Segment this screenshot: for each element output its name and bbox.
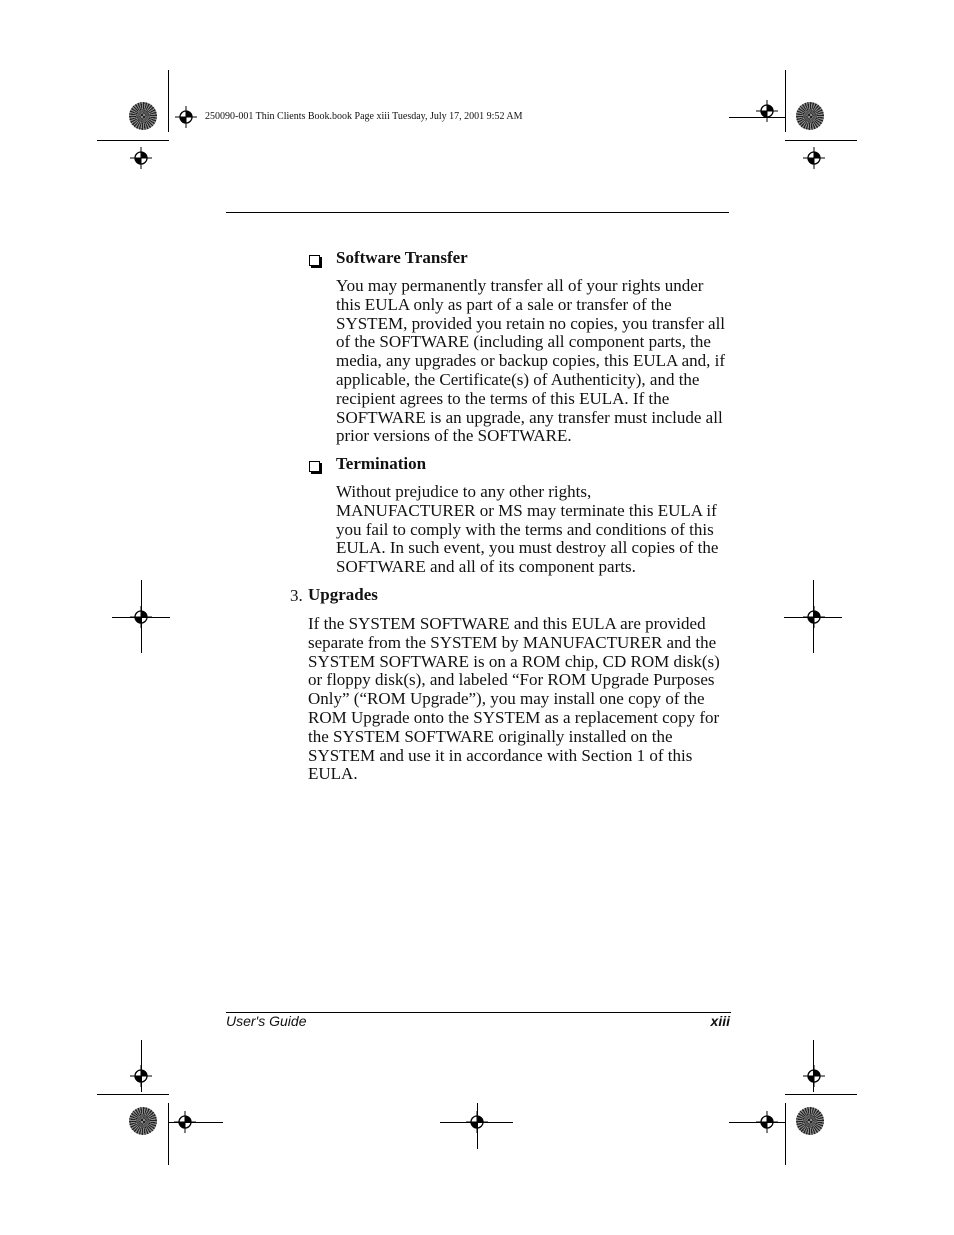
text-line: SYSTEM SOFTWARE is on a ROM chip, CD ROM disk(s) (308, 651, 720, 671)
text-line: applicable, the Certificate(s) of Authenticity), and the (336, 369, 700, 389)
text-line: prior versions of the SOFTWARE. (336, 426, 572, 446)
software-transfer-paragraph (336, 277, 736, 446)
registration-mark-icon (803, 1065, 825, 1087)
star-target-icon (129, 102, 157, 130)
checkbox-bullet-icon (309, 461, 320, 472)
checkbox-bullet-icon (309, 255, 320, 266)
text-line: recipient agrees to the terms of this EULA. If the (336, 388, 670, 408)
text-line: SOFTWARE and all of its component parts. (336, 557, 636, 577)
section-number: 3. (290, 586, 303, 605)
star-target-icon (129, 1107, 157, 1135)
registration-mark-icon (803, 147, 825, 169)
section-heading-termination: Termination (336, 454, 427, 473)
text-line: you fail to comply with the terms and conditions of this (336, 519, 714, 539)
page-number: xiii (710, 1013, 730, 1029)
header-rule (226, 212, 729, 213)
print-slug: 250090-001 Thin Clients Book.book Page xiii Tuesday, July 17, 2001 9:52 AM (205, 111, 523, 122)
text-line: media, any upgrades or backup copies, this EULA and, if (336, 351, 726, 371)
text-line: Without prejudice to any other rights, (336, 482, 592, 501)
text-line: If the SYSTEM SOFTWARE and this EULA are provided (308, 614, 706, 633)
registration-mark-icon (130, 147, 152, 169)
text-line: this EULA only as part of a sale or transfer of the (336, 294, 672, 314)
text-line: or floppy disk(s), and labeled “For ROM Upgrade Purposes (308, 670, 715, 690)
text-line: You may permanently transfer all of your rights under (336, 276, 704, 295)
registration-mark-icon (756, 100, 778, 122)
text-line: SYSTEM, provided you retain no copies, you transfer all (336, 313, 726, 333)
registration-mark-icon (175, 106, 197, 128)
upgrades-paragraph (308, 615, 738, 784)
text-line: the SYSTEM SOFTWARE originally installed on the (308, 726, 673, 746)
star-target-icon (796, 102, 824, 130)
footer-guide-title: User's Guide (226, 1013, 307, 1029)
text-line: separate from the SYSTEM by MANUFACTURER and the (308, 632, 717, 652)
text-line: SOFTWARE is an upgrade, any transfer must include all (336, 407, 723, 427)
text-line: EULA. (308, 764, 358, 784)
text-line: Only” (“ROM Upgrade”), you may install one copy of the (308, 689, 705, 709)
text-line: of the SOFTWARE (including all component parts, the (336, 332, 711, 352)
text-line: SYSTEM and use it in accordance with Section 1 of this (308, 745, 693, 765)
text-line: MANUFACTURER or MS may terminate this EULA if (336, 500, 717, 520)
star-target-icon (796, 1107, 824, 1135)
section-heading-software-transfer: Software Transfer (336, 248, 468, 267)
termination-paragraph (336, 483, 736, 577)
section-heading-upgrades: Upgrades (308, 585, 378, 604)
text-line: EULA. In such event, you must destroy all copies of the (336, 538, 719, 558)
text-line: ROM Upgrade onto the SYSTEM as a replacement copy for (308, 707, 720, 727)
